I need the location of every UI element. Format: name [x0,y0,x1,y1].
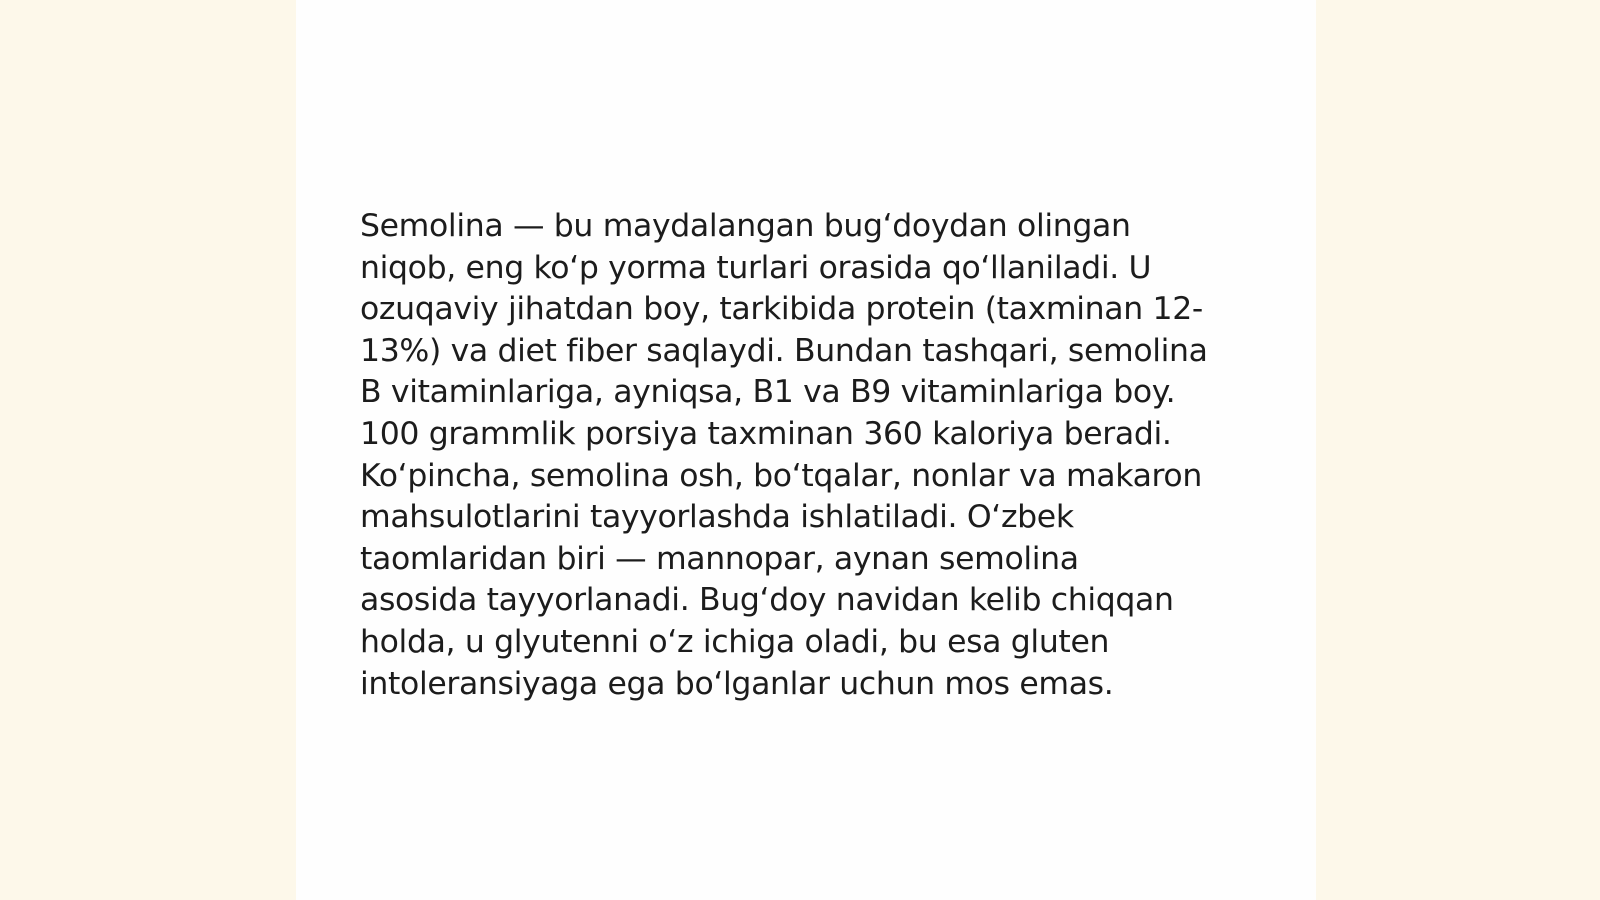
paragraph-line: B vitaminlariga, ayniqsa, B1 va B9 vitaminlariga boy. [360,374,1176,411]
left-margin-background [0,0,296,900]
paragraph-line: taomlaridan biri — mannopar, aynan semolina [360,540,1079,577]
paragraph-line: asosida tayyorlanadi. Bug‘doy navidan kelib chiqqan [360,582,1174,619]
paragraph-line: Semolina — bu maydalangan bug‘doydan olingan [360,208,1131,244]
right-margin-background [1316,0,1600,900]
document-page [296,0,1316,900]
paragraph-line: intoleransiyaga ega bo‘lganlar uchun mos emas. [360,665,1114,702]
paragraph-line: holda, u glyutenni o‘z ichiga oladi, bu esa gluten [360,623,1110,660]
paragraph-line: ozuqaviy jihatdan boy, tarkibida protein (taxminan 12- [360,291,1203,328]
paragraph-line: 100 grammlik porsiya taxminan 360 kaloriya beradi. [360,415,1172,452]
paragraph-line: 13%) va diet fiber saqlaydi. Bundan tashqari, semolina [360,332,1208,369]
paragraph-line: mahsulotlarini tayyorlashda ishlatiladi. O‘zbek [360,499,1074,536]
paragraph-line: Ko‘pincha, semolina osh, bo‘tqalar, nonlar va makaron [360,457,1202,494]
paragraph-line: niqob, eng ko‘p yorma turlari orasida qo‘llaniladi. U [360,249,1152,286]
body-paragraph [360,206,1260,705]
